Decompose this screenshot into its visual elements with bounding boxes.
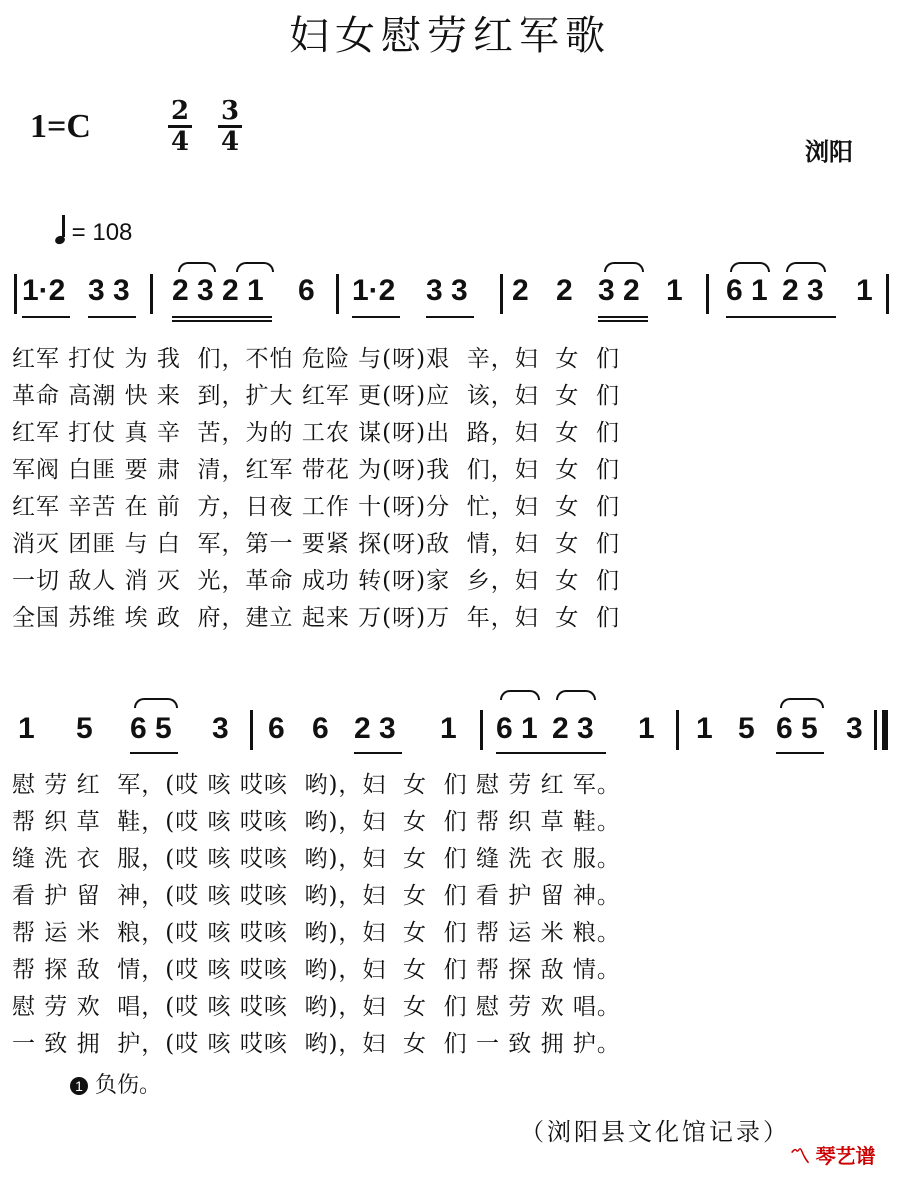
- lyric-line: 消灭 团匪 与 白 军，第一 要紧 探(呀)敌 情，妇 女 们: [12, 531, 620, 557]
- lyric-line: 缝 洗 衣 服，(哎 咳 哎咳 哟)，妇 女 们 缝 洗 衣 服。: [12, 846, 621, 872]
- ts2-top: 3: [220, 96, 240, 126]
- time-signature-3-4: [218, 98, 242, 155]
- lyric-line: 帮 探 敌 情，(哎 咳 哎咳 哟)，妇 女 们 帮 探 敌 情。: [12, 957, 621, 983]
- footnote: [70, 1068, 161, 1099]
- footnote-marker-icon: 1: [70, 1077, 88, 1095]
- ts2-bottom: 4: [220, 127, 240, 157]
- song-title: 妇女慰劳红军歌: [289, 13, 611, 59]
- lyric-line: 一 致 拥 护，(哎 咳 哎咳 哟)，妇 女 们 一 致 拥 护。: [12, 1031, 621, 1057]
- lyric-line: 看 护 留 神，(哎 咳 哎咳 哟)，妇 女 们 看 护 留 神。: [12, 883, 621, 909]
- record-credit: （浏阳县文化馆记录）: [520, 1118, 790, 1146]
- lyric-line: 慰 劳 红 军，(哎 咳 哎咳 哟)，妇 女 们 慰 劳 红 军。: [12, 772, 621, 798]
- watermark-icon: 〽: [790, 1146, 810, 1168]
- lyric-line: 慰 劳 欢 唱，(哎 咳 哎咳 哟)，妇 女 们 慰 劳 欢 唱。: [12, 994, 621, 1020]
- ts1-bottom: 4: [170, 127, 190, 157]
- notation-row-1: 1·2 3 3 2 3 2 1 6 1·2 3 3 2 2 3 2 1 6 1 2 3 1: [0, 262, 900, 332]
- lyric-line: 红军 打仗 真 辛 苦，为的 工农 谋(呀)出 路，妇 女 们: [12, 420, 620, 446]
- place-of-origin: 浏阳: [805, 137, 853, 166]
- lyric-line: 全国 苏维 埃 政 府，建立 起来 万(呀)万 年，妇 女 们: [12, 605, 620, 631]
- lyric-line: 军阀 白匪 要 肃 清，红军 带花 为(呀)我 们，妇 女 们: [12, 457, 620, 483]
- notation-row-2: 1 5 6 5 3 6 6 2 3 1 6 1 2 3 1 1 5 6 5 3: [0, 690, 900, 760]
- watermark-text: 琴艺谱: [815, 1146, 876, 1168]
- ts1-top: 2: [170, 96, 190, 126]
- lyric-line: 革命 高潮 快 来 到，扩大 红军 更(呀)应 该，妇 女 们: [12, 383, 620, 409]
- key-signature: 1=C: [30, 108, 91, 145]
- lyric-line: 帮 织 草 鞋，(哎 咳 哎咳 哟)，妇 女 们 帮 织 草 鞋。: [12, 809, 621, 835]
- lyric-line: 一切 敌人 消 灭 光，革命 成功 转(呀)家 乡，妇 女 们: [12, 568, 620, 594]
- tempo-marking: [55, 218, 132, 247]
- lyric-line: 红军 辛苦 在 前 方，日夜 工作 十(呀)分 忙，妇 女 们: [12, 494, 620, 520]
- watermark-logo: [790, 1140, 876, 1169]
- tempo-value: = 108: [71, 219, 133, 246]
- lyric-line: 红军 打仗 为 我 们，不怕 危险 与(呀)艰 辛，妇 女 们: [12, 346, 620, 372]
- time-signature-2-4: [168, 98, 192, 155]
- lyric-line: 帮 运 米 粮，(哎 咳 哎咳 哟)，妇 女 们 帮 运 米 粮。: [12, 920, 621, 946]
- footnote-text: 负伤。: [95, 1073, 162, 1098]
